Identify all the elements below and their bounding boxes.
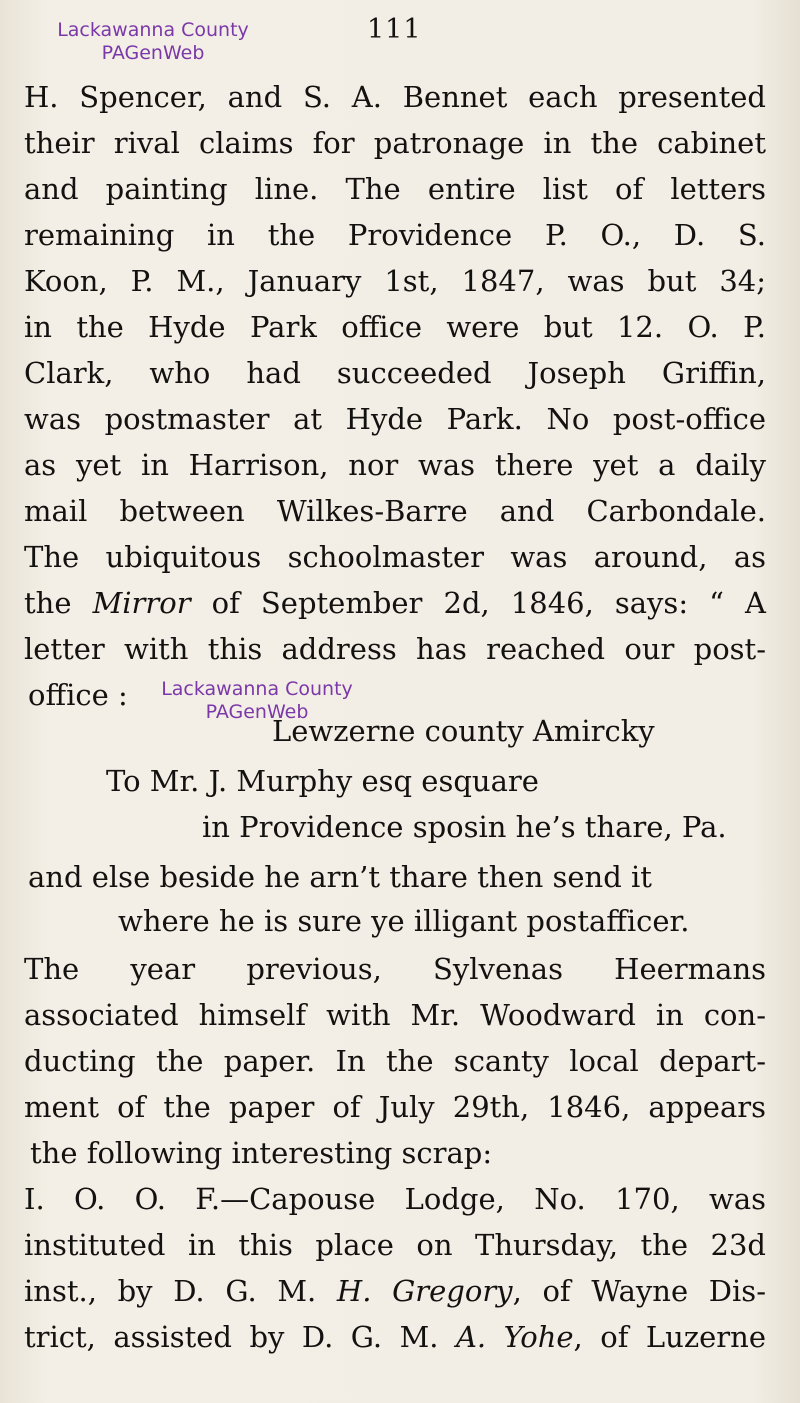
text-line: Clark, who had succeeded Joseph Griffin, [24, 356, 766, 390]
text-line [24, 1320, 766, 1354]
text-run: , of Wayne Dis- [512, 1274, 766, 1308]
text-line: ducting the paper. In the scanty local depart- [24, 1044, 766, 1078]
text-run: inst., by D. G. M. [24, 1274, 337, 1308]
watermark-line-2: PAGenWeb [205, 701, 309, 723]
person-name: H. Gregory [336, 1274, 513, 1308]
letter-address-line: where he is sure ye illigant postafficer. [118, 904, 690, 938]
watermark-line-1: Lackawanna County [57, 19, 249, 41]
text-line [24, 1274, 766, 1308]
watermark-line-1: Lackawanna County [161, 678, 353, 700]
text-line: Koon, P. M., January 1st, 1847, was but 34; [24, 264, 766, 298]
person-name: A. Yohe [455, 1320, 574, 1354]
text-run: the [24, 586, 93, 620]
text-line: The ubiquitous schoolmaster was around, as [24, 540, 766, 574]
text-line: I. O. O. F.—Capouse Lodge, No. 170, was [24, 1182, 766, 1216]
text-line: mail between Wilkes-Barre and Carbondale. [24, 494, 766, 528]
text-line [24, 586, 766, 620]
text-line: as yet in Harrison, nor was there yet a daily [24, 448, 766, 482]
text-line: H. Spencer, and S. A. Bennet each presented [24, 80, 766, 114]
letter-address-line: and else beside he arn’t thare then send it [28, 860, 652, 894]
text-line: in the Hyde Park office were but 12. O. P. [24, 310, 766, 344]
text-line: instituted in this place on Thursday, the 23d [24, 1228, 766, 1262]
text-line: and painting line. The entire list of letters [24, 172, 766, 206]
letter-address-line: Lewzerne county Amircky [272, 714, 655, 748]
text-line: ment of the paper of July 29th, 1846, appears [24, 1090, 766, 1124]
text-line: office : [28, 678, 128, 712]
text-line: letter with this address has reached our post- [24, 632, 766, 666]
newspaper-title: Mirror [92, 586, 191, 620]
text-line: was postmaster at Hyde Park. No post-office [24, 402, 766, 436]
text-line: associated himself with Mr. Woodward in con- [24, 998, 766, 1032]
text-run: of September 2d, 1846, says: “ A [190, 586, 766, 620]
text-line: their rival claims for patronage in the cabinet [24, 126, 766, 160]
watermark-line-2: PAGenWeb [101, 42, 205, 64]
page-number: 111 [367, 14, 422, 45]
text-line: remaining in the Providence P. O., D. S. [24, 218, 766, 252]
text-line: the following interesting scrap: [30, 1136, 493, 1170]
text-line: The year previous, Sylvenas Heermans [24, 952, 766, 986]
letter-address-line: in Providence sposin he’s thare, Pa. [202, 810, 727, 844]
watermark-top [22, 19, 284, 65]
text-run: trict, assisted by D. G. M. [24, 1320, 456, 1354]
letter-address-line: To Mr. J. Murphy esq esquare [106, 764, 539, 798]
text-run: , of Luzerne [573, 1320, 766, 1354]
